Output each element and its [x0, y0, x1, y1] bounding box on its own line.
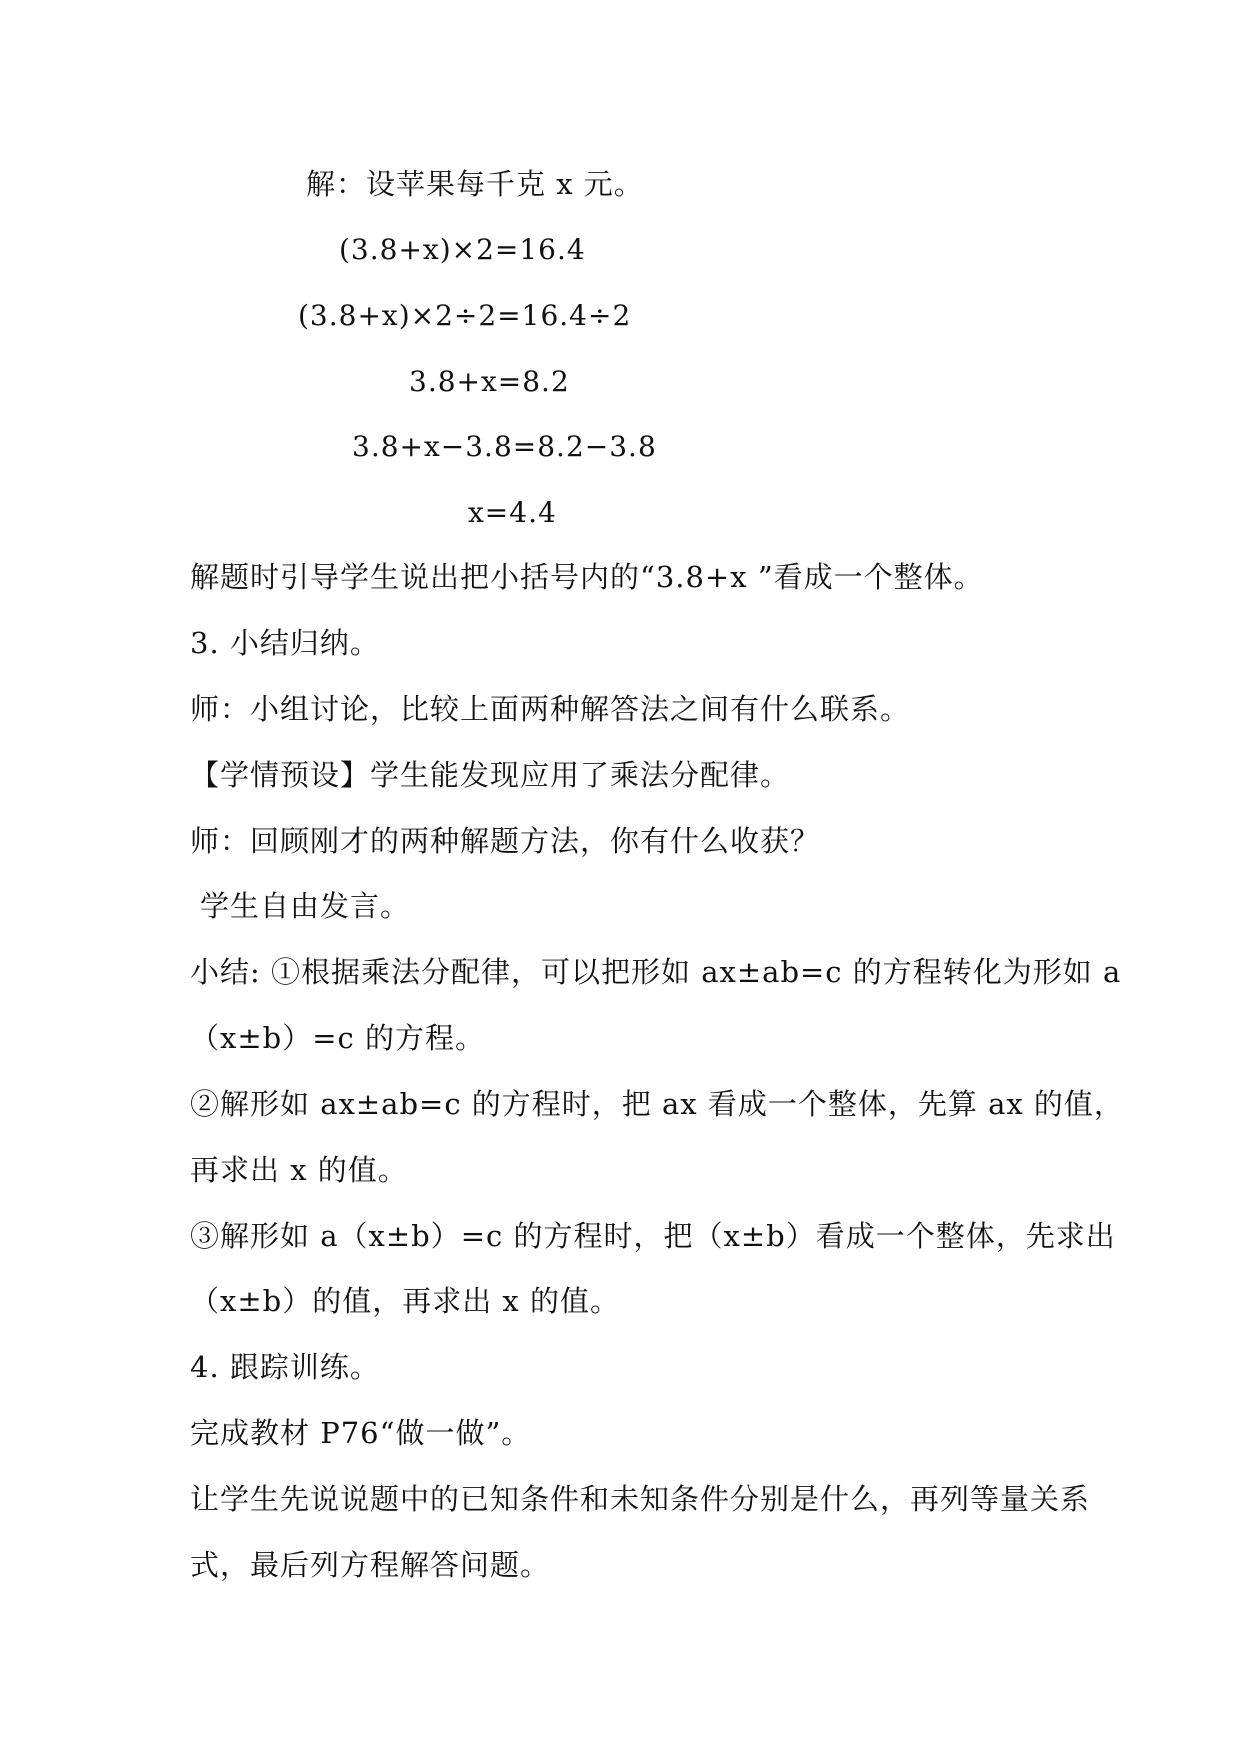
- paragraph-line: 让学生先说说题中的已知条件和未知条件分别是什么，再列等量关系: [190, 1482, 1091, 1516]
- equation-line: (3.8+x)×2÷2=16.4÷2: [298, 299, 632, 332]
- summary-line: 小结: ①根据乘法分配律，可以把形如 ax±ab=c 的方程转化为形如 a: [190, 955, 1122, 989]
- paragraph-line: 师：回顾刚才的两种解题方法，你有什么收获？: [190, 824, 821, 858]
- summary-line: （x±b）的值，再求出 x 的值。: [190, 1284, 621, 1318]
- equation-line: (3.8+x)×2=16.4: [339, 233, 586, 266]
- equation-line: 3.8+x=8.2: [409, 365, 570, 398]
- equation-line: 3.8+x−3.8=8.2−3.8: [352, 430, 657, 463]
- paragraph-line: 师：小组讨论，比较上面两种解答法之间有什么联系。: [190, 692, 911, 726]
- summary-line: ②解形如 ax±ab=c 的方程时，把 ax 看成一个整体，先算 ax 的值，: [190, 1087, 1124, 1121]
- section-heading: 4. 跟踪训练。: [190, 1350, 380, 1384]
- paragraph-line: 完成教材 P76“做一做”。: [190, 1416, 532, 1450]
- summary-line: （x±b）=c 的方程。: [190, 1021, 485, 1055]
- section-heading: 3. 小结归纳。: [190, 626, 380, 660]
- summary-line: 再求出 x 的值。: [190, 1153, 408, 1187]
- paragraph-line: 解题时引导学生说出把小括号内的“3.8+x ”看成一个整体。: [190, 560, 984, 594]
- paragraph-line: 式，最后列方程解答问题。: [190, 1548, 551, 1582]
- summary-line: ③解形如 a（x±b）=c 的方程时，把（x±b）看成一个整体，先求出: [190, 1219, 1116, 1253]
- paragraph-line: 学生自由发言。: [200, 889, 411, 923]
- equation-result-line: x=4.4: [468, 496, 557, 529]
- paragraph-line: 【学情预设】学生能发现应用了乘法分配律。: [190, 758, 791, 792]
- solution-setup-line: 解：设苹果每千克 x 元。: [306, 167, 644, 201]
